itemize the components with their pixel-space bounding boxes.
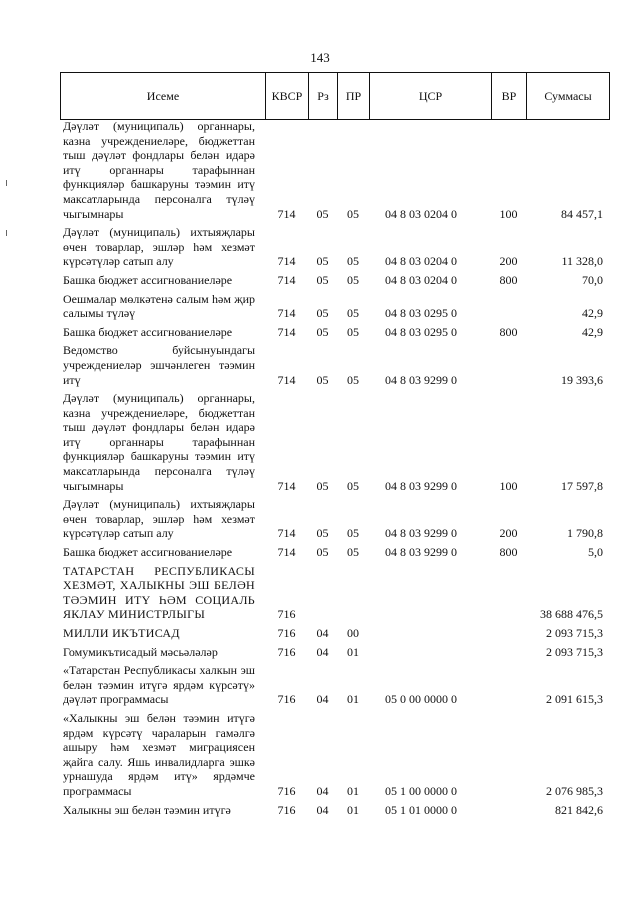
row-kvsr: 714 (277, 372, 296, 387)
table-row (60, 497, 609, 545)
row-csr: 04 8 03 0204 0 (385, 272, 457, 287)
row-rz: 04 (316, 692, 329, 707)
row-rz: 05 (316, 272, 329, 287)
row-rz: 05 (316, 526, 329, 541)
row-csr: 05 1 01 0000 0 (385, 802, 457, 817)
row-csr: 04 8 03 9299 0 (385, 478, 457, 493)
row-name: Дәүләт (муниципаль) ихтыяҗлары өчен товарлар, эшләр һәм хезмәт күрсәтүләр сатып алу (63, 497, 255, 541)
row-name: Оешмалар мөлкәтенә салым һәм җир салымы түләү (63, 291, 255, 321)
row-pr: 00 (347, 626, 359, 640)
row-kvsr: 714 (277, 526, 296, 541)
row-csr: 05 1 00 0000 0 (385, 783, 457, 798)
row-kvsr: 714 (277, 306, 296, 321)
row-sum: 42,9 (582, 306, 603, 321)
row-sum: 2 076 985,3 (546, 783, 603, 798)
row-csr (369, 626, 491, 645)
column-header-kvsr: КВСР (266, 73, 309, 120)
row-vr: 800 (499, 545, 518, 560)
row-rz: 05 (316, 306, 329, 321)
row-vr: 100 (499, 206, 518, 221)
row-pr: 05 (347, 372, 359, 387)
table-row (60, 626, 609, 645)
row-pr: 05 (347, 272, 359, 287)
row-vr: 800 (499, 272, 518, 287)
row-sum: 2 093 715,3 (546, 644, 603, 659)
row-name: Башка бюджет ассигнованиеләре (63, 272, 233, 287)
row-pr: 05 (347, 206, 359, 221)
row-csr: 04 8 03 9299 0 (385, 526, 457, 541)
row-sum: 84 457,1 (561, 206, 603, 221)
table-row (60, 343, 609, 391)
row-vr: 200 (499, 254, 518, 269)
margin-mark (6, 230, 7, 236)
row-kvsr: 714 (277, 324, 296, 339)
row-kvsr: 714 (277, 272, 296, 287)
row-name: Дәүләт (муниципаль) ихтыяҗлары өчен товарлар, эшләр һәм хезмәт күрсәтүләр сатып алу (63, 225, 255, 269)
column-header-pr: ПР (338, 73, 370, 120)
row-csr: 05 0 00 0000 0 (385, 692, 457, 707)
row-vr: 800 (499, 324, 518, 339)
table-header (60, 72, 610, 120)
row-pr: 05 (347, 545, 359, 560)
row-rz: 04 (316, 783, 329, 798)
row-rz: 05 (316, 324, 329, 339)
table-row (60, 564, 609, 626)
row-rz: 05 (316, 372, 329, 387)
row-sum: 2 093 715,3 (546, 626, 603, 640)
row-rz: 05 (316, 545, 329, 560)
row-name: «Халыкны эш белән тәэмин итүгә ярдәм күрсәтү чараларын гамәлгә ашыру һәм хезмәт миграциясен җайга салу. Яшь инвалидларга эшкә урнашуда ярдәм итү» ярдәмче программасы (63, 710, 255, 798)
row-kvsr: 714 (277, 478, 296, 493)
budget-table (60, 119, 609, 821)
row-rz: 04 (316, 644, 329, 659)
row-name: Башка бюджет ассигнованиеләре (63, 545, 233, 560)
row-sum: 11 328,0 (561, 254, 603, 269)
row-name: МИЛЛИ ИКЪТИСАД (63, 626, 180, 640)
row-pr: 05 (347, 254, 359, 269)
row-kvsr: 714 (277, 206, 296, 221)
page-number: 143 (310, 50, 330, 65)
row-csr: 04 8 03 0295 0 (385, 306, 457, 321)
table-row (60, 711, 609, 803)
column-header-rz: Рз (309, 73, 338, 120)
row-kvsr: 714 (277, 545, 296, 560)
table-row (60, 225, 609, 273)
row-sum: 821 842,6 (555, 802, 603, 817)
row-rz: 04 (316, 626, 329, 640)
row-vr (491, 711, 526, 803)
row-name: «Татарстан Республикасы халкын эш белән тәэмин итүгә ярдәм күрсәтү» дәүләт программасы (63, 663, 255, 707)
row-csr: 04 8 03 9299 0 (385, 545, 457, 560)
table-row (60, 803, 609, 822)
row-kvsr: 716 (277, 802, 296, 817)
row-rz: 05 (316, 478, 329, 493)
row-name: Халыкны эш белән тәэмин итүгә (63, 802, 231, 817)
row-sum: 38 688 476,5 (540, 607, 603, 622)
row-kvsr: 716 (277, 783, 296, 798)
row-vr (491, 663, 526, 711)
row-pr: 05 (347, 478, 359, 493)
row-pr (337, 564, 369, 626)
table-row (60, 645, 609, 664)
row-pr: 01 (347, 644, 359, 659)
row-csr: 04 8 03 0295 0 (385, 324, 457, 339)
row-rz (308, 564, 337, 626)
row-name: ТАТАРСТАН РЕСПУБЛИКАСЫ ХЕЗМӘТ, ХАЛЫКНЫ ЭШ БЕЛӘН ТӘЭМИН ИТҮ ҺӘМ СОЦИАЛЬ ЯКЛАУ МИНИСТРЛЫГЫ (63, 563, 255, 622)
row-csr: 04 8 03 9299 0 (385, 372, 457, 387)
row-csr (369, 645, 491, 664)
row-sum: 2 091 615,3 (546, 692, 603, 707)
row-kvsr: 714 (277, 254, 296, 269)
row-kvsr: 716 (277, 644, 296, 659)
row-sum: 1 790,8 (567, 526, 603, 541)
row-sum: 70,0 (582, 272, 603, 287)
row-vr: 200 (499, 526, 518, 541)
margin-mark (6, 180, 7, 186)
column-header-csr: ЦСР (370, 73, 492, 120)
table-row (60, 292, 609, 325)
row-pr: 05 (347, 526, 359, 541)
column-header-name: Исеме (61, 73, 266, 120)
row-sum: 17 597,8 (561, 478, 603, 493)
row-vr (491, 292, 526, 325)
row-sum: 19 393,6 (561, 372, 603, 387)
row-sum: 5,0 (588, 545, 603, 560)
table-row (60, 663, 609, 711)
row-sum: 42,9 (582, 324, 603, 339)
row-kvsr: 716 (277, 607, 296, 622)
row-name: Башка бюджет ассигнованиеләре (63, 324, 233, 339)
row-rz: 04 (316, 802, 329, 817)
row-kvsr: 716 (277, 626, 296, 640)
row-vr (491, 645, 526, 664)
row-csr: 04 8 03 0204 0 (385, 254, 457, 269)
table-row (60, 325, 609, 344)
row-vr (491, 343, 526, 391)
row-vr (491, 626, 526, 645)
row-pr: 05 (347, 324, 359, 339)
row-pr: 01 (347, 692, 359, 707)
table-row (60, 545, 609, 564)
row-vr: 100 (499, 478, 518, 493)
row-pr: 05 (347, 306, 359, 321)
column-header-sum: Суммасы (527, 73, 610, 120)
table-row (60, 119, 609, 225)
row-vr (491, 803, 526, 822)
column-header-vr: ВР (492, 73, 527, 120)
row-kvsr: 716 (277, 692, 296, 707)
row-name: Дәүләт (муниципаль) органнары, казна учреждениеләре, бюджеттан тыш дәүләт фондлары белән идарә итү органнары тарафыннан функцияләр башкаруны тәэмин итү максатларында персоналга түләү чыгымнары (63, 119, 255, 221)
row-pr: 01 (347, 802, 359, 817)
table-row (60, 391, 609, 497)
row-name: Гомумикътисадый мәсьәләләр (63, 644, 218, 659)
row-vr (491, 564, 526, 626)
row-csr: 04 8 03 0204 0 (385, 206, 457, 221)
row-name: Ведомство буйсынуындагы учреждениеләр эшчәнлеген тәэмин итү (63, 343, 255, 387)
row-rz: 05 (316, 254, 329, 269)
row-rz: 05 (316, 206, 329, 221)
row-name: Дәүләт (муниципаль) органнары, казна учреждениеләре, бюджеттан тыш дәүләт фондлары белән идарә итү органнары тарафыннан функцияләр башкаруны тәэмин итү максатларында персоналга түләү чыгымнары (63, 391, 255, 493)
row-csr (369, 564, 491, 626)
table-row (60, 273, 609, 292)
row-pr: 01 (347, 783, 359, 798)
